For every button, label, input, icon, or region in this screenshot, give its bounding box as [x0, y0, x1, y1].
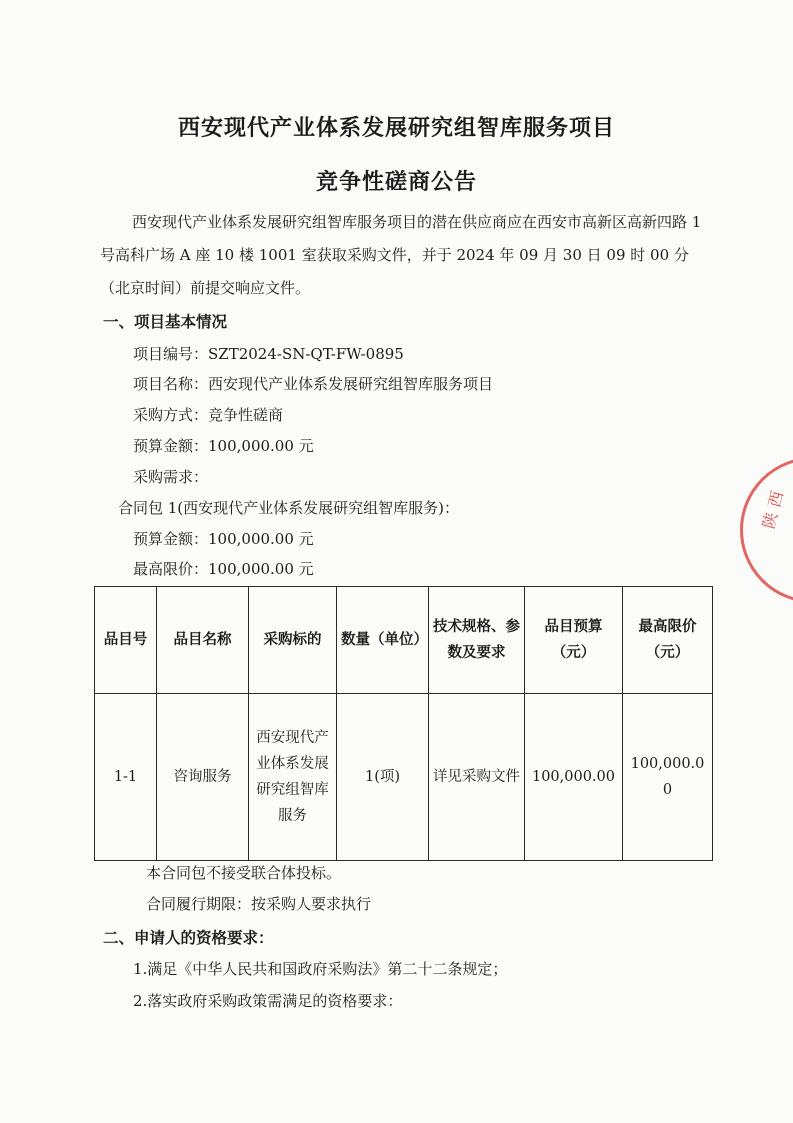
cell-spec: 详见采购文件 — [429, 694, 525, 861]
contract-package: 合同包 1(西安现代产业体系发展研究组智库服务)： — [118, 499, 460, 517]
cell-item-no: 1-1 — [95, 694, 157, 861]
no-consortium-note: 本合同包不接受联合体投标。 — [146, 864, 342, 882]
official-seal-text: 陕西 — [758, 483, 789, 531]
col-item-budget: 品目预算（元） — [525, 587, 623, 694]
budget-amount: 预算金额：100,000.00 元 — [133, 437, 314, 455]
cell-max-price: 100,000.00 — [623, 694, 713, 861]
doc-subtitle: 竞争性磋商公告 — [315, 169, 477, 195]
purchase-method: 采购方式：竞争性磋商 — [133, 406, 284, 424]
requirement-1: 1.满足《中华人民共和国政府采购法》第二十二条规定； — [133, 960, 508, 978]
project-name: 项目名称：西安现代产业体系发展研究组智库服务项目 — [133, 375, 494, 393]
package-max-price: 最高限价：100,000.00 元 — [133, 560, 314, 578]
table-header-row — [95, 587, 713, 694]
col-quantity: 数量（单位） — [337, 587, 429, 694]
section1-heading: 一、项目基本情况 — [103, 312, 228, 331]
official-seal — [740, 457, 793, 603]
cell-item-budget: 100,000.00 — [525, 694, 623, 861]
cell-item-name: 咨询服务 — [157, 694, 249, 861]
cell-quantity: 1(项) — [337, 694, 429, 861]
contract-term: 合同履行期限：按采购人要求执行 — [146, 895, 372, 913]
project-number: 项目编号：SZT2024-SN-QT-FW-0895 — [133, 345, 404, 363]
package-budget: 预算金额：100,000.00 元 — [133, 530, 314, 548]
purchase-demand: 采购需求： — [133, 468, 209, 486]
col-max-price: 最高限价（元） — [623, 587, 713, 694]
col-subject: 采购标的 — [249, 587, 337, 694]
table-row — [95, 694, 713, 861]
section2-heading: 二、申请人的资格要求： — [103, 928, 274, 947]
items-table — [94, 586, 713, 861]
intro-paragraph: 西安现代产业体系发展研究组智库服务项目的潜在供应商应在西安市高新区高新四路 1 号高科广场 A 座 10 楼 1001 室获取采购文件，并于 2024 年 09 月 30 日 09 时 00 分（北京时间）前提交响应文件。 — [100, 213, 702, 297]
col-item-no: 品目号 — [95, 587, 157, 694]
col-spec: 技术规格、参数及要求 — [429, 587, 525, 694]
requirement-2: 2.落实政府采购政策需满足的资格要求： — [133, 992, 403, 1010]
cell-subject: 西安现代产业体系发展研究组智库服务 — [249, 694, 337, 861]
col-item-name: 品目名称 — [157, 587, 249, 694]
doc-title: 西安现代产业体系发展研究组智库服务项目 — [177, 115, 615, 141]
